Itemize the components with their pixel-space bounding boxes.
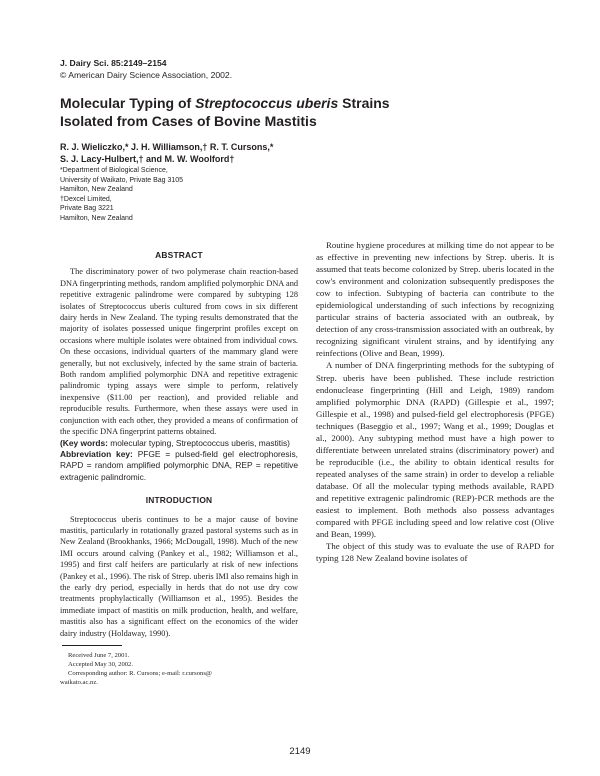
introduction-heading: INTRODUCTION <box>145 495 213 506</box>
title-part1: Molecular Typing of <box>60 95 196 111</box>
author-list <box>60 141 360 165</box>
journal-header <box>60 57 232 81</box>
article-footnote <box>60 645 298 687</box>
corresponding-author: Corresponding author: R. Cursons; e-mail: r.cursons@ <box>68 670 212 677</box>
journal-citation: J. Dairy Sci. 85:2149–2154 <box>60 58 167 68</box>
article-title <box>60 94 390 130</box>
left-column <box>60 250 298 639</box>
authors-line2: S. J. Lacy-Hulbert,† and M. W. Woolford† <box>60 154 235 164</box>
affiliation-line: University of Waikato, Private Bag 3105 <box>60 176 184 184</box>
title-part2: Strains Isolated from Cases of Bovine Mastitis <box>60 95 390 129</box>
abbreviation-text: PFGE = pulsed-field gel electrophoresis, RAPD = random amplified polymorphic DNA, REP = repetitive extragenic palindromic. <box>60 448 298 482</box>
accepted-date: Accepted May 30, 2002. <box>68 661 134 668</box>
intro-paragraph-3: A number of DNA fingerprinting methods for the subtyping of Strep. uberis have been published. These include restriction endonuclease fingerprinting (Hill and Leigh, 1989) random amplified polymorphic DNA (RAPD) (Gillespie et al., 1997; Gillespie et al., 1998) and pulsed-field gel electrophoresis (PFGE) techniques (Baseggio et al., 1997; Wang et al., 1999; Douglas et al., 2000). Any subtyping method must have a high power to differentiate between unrelated strains (discriminatory power) and be reproducible (i.e., the ability to obtain identical results for repeated analyses of the same strain) in order to develop a reliable database. Of all the molecular typing methods available, RAPD and repetitive extragenic palindromic (REP)-PCR methods are the easiest to implement. Both methods also possess advantages compared with PFGE including speed and low relative cost (Olive and Bean, 1999). <box>316 360 554 540</box>
abbreviation-key <box>60 449 298 483</box>
received-date: Received June 7, 2001. <box>68 652 130 659</box>
intro-paragraph-1: Streptococcus uberis continues to be a major cause of bovine mastitis, particularly in rotationally grazed pastoral systems such as in New Zealand (Brookhanks, 1966; McDougall, 1998). Much of the new IMI occurs around calving (Pankey et al., 1982; Williamson et al., 1995) and first calf heifers are particularly at risk of new infections (Pankey et al., 1996). The risk of Strep. uberis IMI also remains high in the early dry period, especially in herds that do not use dry cow treatments prophylactically (Williamson et al., 1995). Besides the immediate impact of mastitis on milk production, health, and welfare, mastitis also has a significant effect on the economics of the wider dairy industry (Holdaway, 1990). <box>60 514 298 638</box>
journal-copyright: © American Dairy Science Association, 2002. <box>60 70 233 80</box>
keywords-label: (Key words: <box>60 437 108 448</box>
footnote-rule <box>62 645 122 646</box>
authors-line1: R. J. Wieliczko,* J. H. Williamson,† R. T. Cursons,* <box>60 142 274 152</box>
title-species: Streptococcus uberis <box>195 95 339 111</box>
right-column <box>316 239 554 564</box>
affiliation-line: †Dexcel Limited, <box>60 195 112 203</box>
intro-paragraph-4: The object of this study was to evaluate the use of RAPD for typing 128 New Zealand bovine isolates of <box>316 541 554 564</box>
abbreviation-label: Abbreviation key: <box>60 448 133 459</box>
abstract-heading: ABSTRACT <box>155 250 203 260</box>
email-continuation: waikato.ac.nz. <box>60 679 98 686</box>
intro-paragraph-2: Routine hygiene procedures at milking time do not appear to be as effective in preventing new infections by Strep. uberis. It is assumed that teats become colonized by Strep. uberis located in the cow's environment and colonization subsequently predisposes the cow to infection. Subtyping of bacteria can contribute to the epidemiological understanding of such infections by recognizing particular strains of bacteria associated with an outbreak, by detection of any cross-transmission associated with an outbreak, by recognizing significant virulent strains, and by identifying any reinfections (Olive and Bean, 1999). <box>316 240 554 359</box>
affiliation-line: *Department of Biological Science, <box>60 167 168 174</box>
affiliation-line: Private Bag 3221 <box>60 205 114 213</box>
abstract-body: The discriminatory power of two polymerase chain reaction-based DNA fingerprinting methods, random amplified polymorphic DNA and repetitive extragenic palindrome were compared by subtyping 128 isolates of Streptococcus uberis cultured from cows in six different dairy herds in New Zealand. The typing results demonstrated that the majority of isolates possessed unique fingerprint profiles except on occasions where multiple isolates were obtained from individual cows. On these occasions, individual quarters of the mammary gland were generally, but not exclusively, infected by the same strain of bacteria. Both random amplified polymorphic DNA and repetitive extragenic palindromic typing assays were simple to perform, relatively inexpensive ($11.00 per reaction), and provided reliable and reproducible results. Furthermore, when these assays were used in conjunction with each other, they provided a means of confirmation of the specific DNA fingerprint patterns obtained. <box>60 267 298 437</box>
affiliations <box>60 166 300 224</box>
page-number: 2149 <box>289 746 311 757</box>
affiliation-line: Hamilton, New Zealand <box>60 214 133 222</box>
affiliation-line: Hamilton, New Zealand <box>60 186 133 194</box>
keywords-text: molecular typing, Streptococcus uberis, mastitis) <box>107 437 290 448</box>
keywords <box>60 438 298 449</box>
